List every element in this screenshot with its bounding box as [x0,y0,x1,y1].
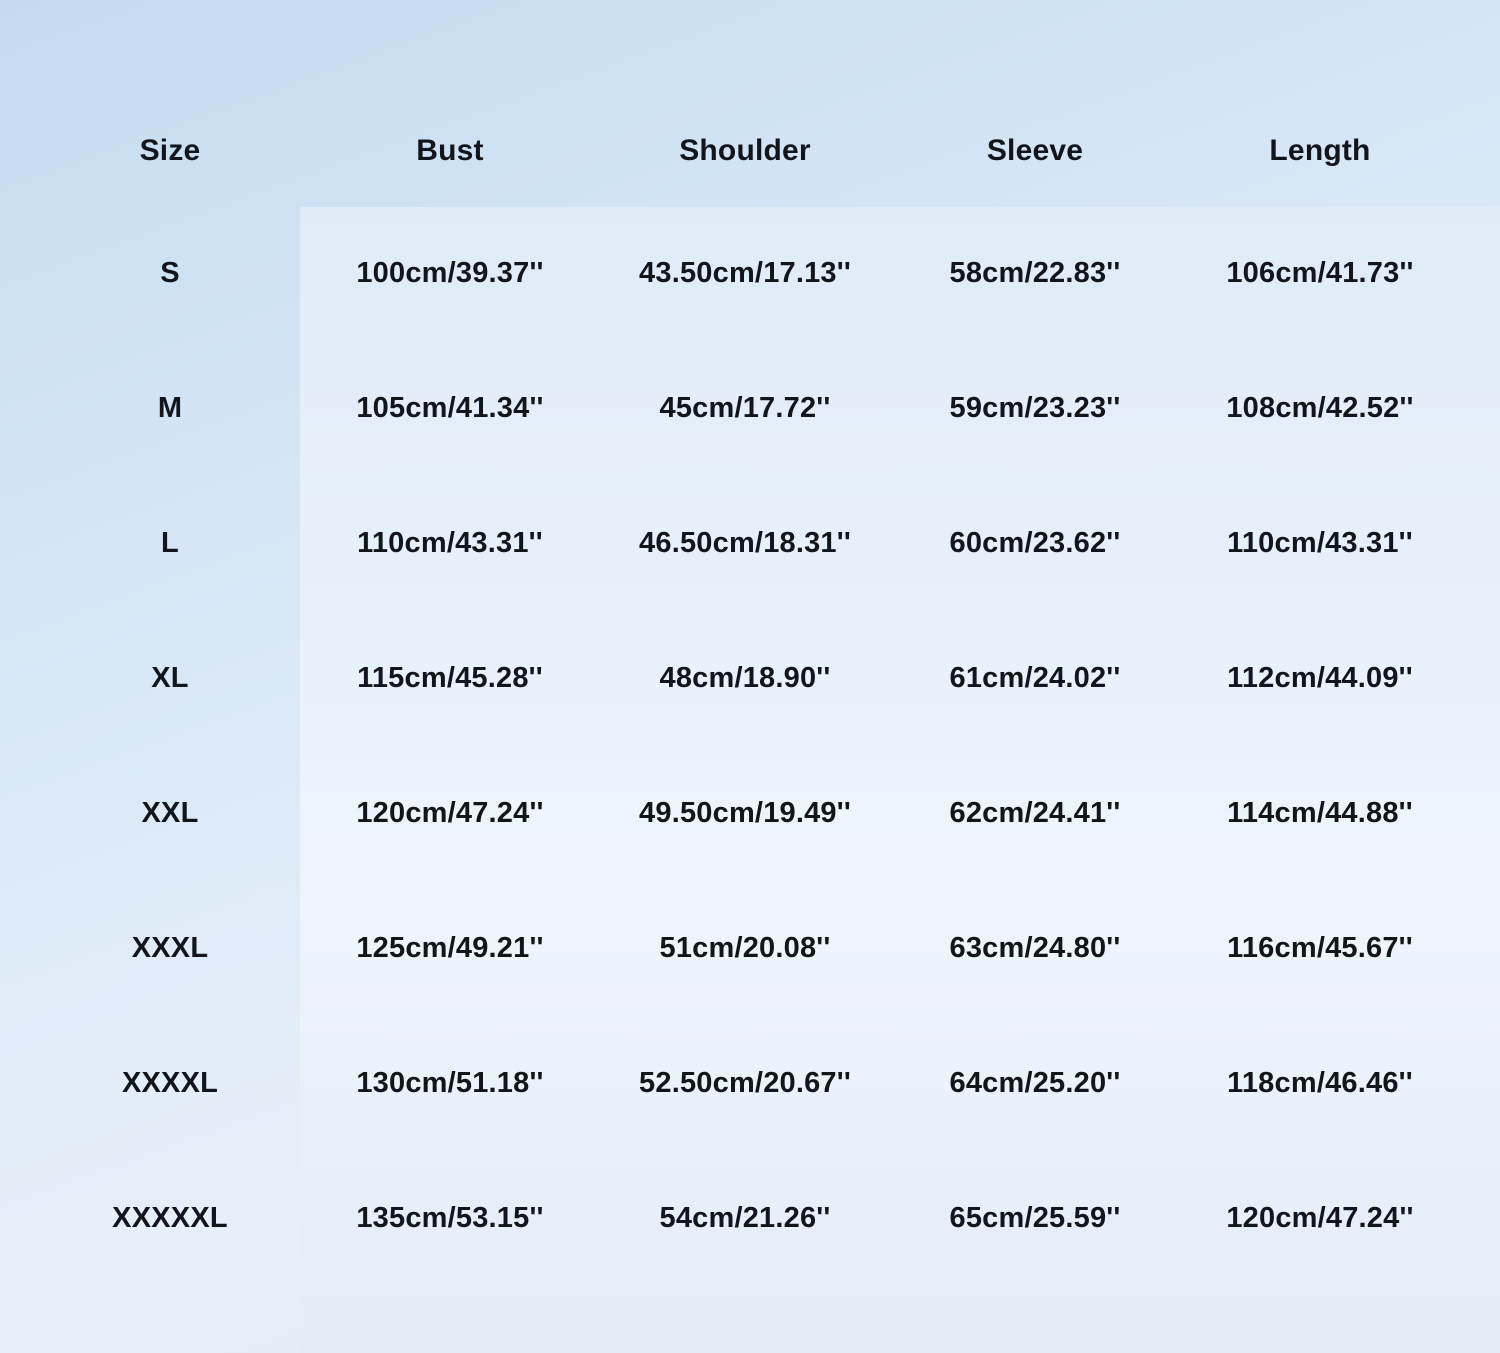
cell-length: 108cm/42.52'' [1226,392,1414,424]
cell-bust: 130cm/51.18'' [356,1067,544,1099]
cell-size: XXXL [131,932,209,964]
cell-shoulder: 46.50cm/18.31'' [639,527,851,559]
cell-shoulder: 49.50cm/19.49'' [639,797,851,829]
cell-sleeve: 64cm/25.20'' [949,1067,1121,1099]
cell-sleeve: 59cm/23.23'' [949,392,1121,424]
table-row [35,341,1465,476]
cell-size: L [161,527,179,559]
cell-size: XL [151,662,189,694]
cell-size: XXL [141,797,199,829]
cell-length: 112cm/44.09'' [1227,662,1413,694]
cell-shoulder: 54cm/21.26'' [659,1202,831,1234]
cell-bust: 120cm/47.24'' [356,797,544,829]
table-row [35,1016,1465,1151]
cell-shoulder: 43.50cm/17.13'' [639,257,851,289]
cell-length: 106cm/41.73'' [1226,257,1414,289]
column-header-length: Length [1269,134,1371,167]
cell-length: 110cm/43.31'' [1227,527,1413,559]
cell-sleeve: 63cm/24.80'' [949,932,1121,964]
cell-shoulder: 45cm/17.72'' [659,392,831,424]
cell-shoulder: 52.50cm/20.67'' [639,1067,851,1099]
cell-bust: 135cm/53.15'' [356,1202,544,1234]
column-header-shoulder: Shoulder [679,134,811,167]
cell-length: 118cm/46.46'' [1227,1067,1413,1099]
table-row [35,881,1465,1016]
table-body [35,206,1465,1286]
size-chart-table [35,96,1465,1286]
cell-size: XXXXL [121,1067,219,1099]
cell-sleeve: 58cm/22.83'' [949,257,1121,289]
cell-size: XXXXXL [112,1202,228,1234]
column-header-bust: Bust [416,134,484,167]
table-row [35,476,1465,611]
cell-size: M [157,392,183,424]
cell-bust: 105cm/41.34'' [356,392,544,424]
cell-sleeve: 62cm/24.41'' [949,797,1121,829]
cell-length: 114cm/44.88'' [1227,797,1413,829]
column-header-size: Size [139,134,201,167]
cell-sleeve: 61cm/24.02'' [949,662,1121,694]
cell-sleeve: 65cm/25.59'' [949,1202,1121,1234]
cell-length: 116cm/45.67'' [1227,932,1413,964]
cell-shoulder: 51cm/20.08'' [659,932,831,964]
cell-bust: 110cm/43.31'' [357,527,543,559]
table-row [35,1151,1465,1286]
table-row [35,206,1465,341]
cell-shoulder: 48cm/18.90'' [659,662,831,694]
cell-size: S [160,257,180,289]
table-header-row [35,96,1465,206]
table-header [35,96,1465,206]
column-header-sleeve: Sleeve [986,134,1084,167]
cell-bust: 115cm/45.28'' [357,662,543,694]
cell-bust: 100cm/39.37'' [356,257,544,289]
table-row [35,746,1465,881]
cell-bust: 125cm/49.21'' [356,932,544,964]
cell-length: 120cm/47.24'' [1226,1202,1414,1234]
table-row [35,611,1465,746]
cell-sleeve: 60cm/23.62'' [949,527,1121,559]
